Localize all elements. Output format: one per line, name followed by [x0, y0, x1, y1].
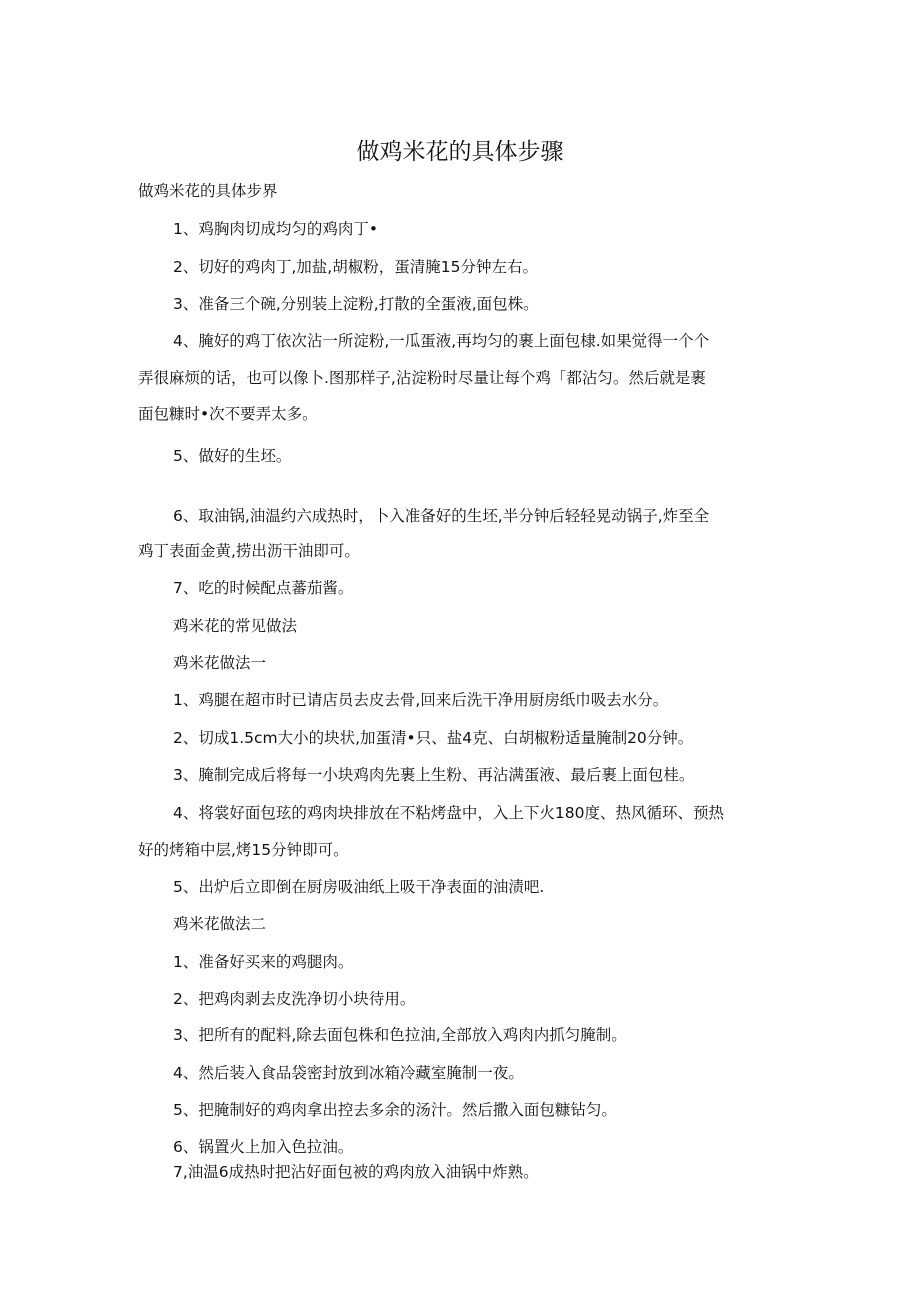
text-line: 4、然后装入食品袋密封放到冰箱冷藏室腌制一夜。 [173, 1064, 524, 1082]
text-line: 7、吃的时候配点蕃茄酱。 [173, 579, 354, 597]
section-heading: 鸡米花做法二 [173, 915, 267, 933]
text-line: 1、准备好买来的鸡腿肉。 [173, 953, 354, 971]
text-line: 3、把所有的配料,除去面包株和色拉油,全部放入鸡肉内抓匀腌制。 [173, 1026, 627, 1044]
text-line: 4、将裳好面包玹的鸡肉块排放在不粘烤盘中，入上下火180度、热风循环、预热 [173, 804, 724, 822]
text-line: 2、把鸡肉剥去皮洗净切小块待用。 [173, 990, 416, 1008]
page-title: 做鸡米花的具体步骤 [356, 139, 564, 165]
text-line: 5、做好的生坯。 [173, 447, 292, 465]
text-line: 5、出炉后立即倒在厨房吸油纸上吸干净表面的油渍吧. [173, 878, 545, 896]
text-line: 1、鸡腿在超市时已请店员去皮去骨,回来后洗干净用厨房纸巾吸去水分。 [173, 691, 669, 709]
text-line: 6、锅置火上加入色拉油。 [173, 1138, 354, 1156]
text-line: 7,油温6成热时把沾好面包被的鸡肉放入油锅中炸熟。 [173, 1163, 539, 1181]
text-line: 2、切好的鸡肉丁,加盐,胡椒粉，蛋清腌15分钟左右。 [173, 258, 538, 276]
text-line: 弄很麻烦的话，也可以像卜.图那样子,沾淀粉时尽量让每个鸡「都沾匀。然后就是裹 [138, 369, 706, 387]
text-line: 好的烤箱中层,烤15分钟即可。 [138, 841, 349, 859]
text-line: 2、切成1.5cm大小的块状,加蛋清•只、盐4克、白胡椒粉适量腌制20分钟。 [173, 729, 694, 747]
text-line: 4、腌好的鸡丁依次沾一所淀粉,一瓜蛋液,再均匀的裹上面包棣.如果觉得一个个 [173, 332, 710, 350]
text-line: 面包糠时•次不要弄太多。 [138, 405, 318, 423]
text-line: 鸡丁表面金黄,捞出沥干油即可。 [138, 542, 360, 560]
text-line: 3、腌制完成后将每一小块鸡肉先裹上生粉、再沾满蛋液、最后裹上面包桂。 [173, 766, 695, 784]
text-line: 1、鸡胸肉切成均匀的鸡肉丁• [173, 220, 379, 238]
text-line: 3、准备三个碗,分别装上淀粉,打散的全蛋液,面包株。 [173, 295, 539, 313]
subtitle-line: 做鸡米花的具体步界 [138, 182, 278, 200]
section-heading: 鸡米花的常见做法 [173, 617, 298, 635]
text-line: 5、把腌制好的鸡肉拿出控去多余的汤汁。然后撒入面包糠钻匀。 [173, 1101, 617, 1119]
section-heading: 鸡米花做法一 [173, 654, 267, 672]
text-line: 6、取油锅,油温约六成热时，卜入准备好的生坯,半分钟后轻轻晃动锅子,炸至全 [173, 507, 710, 525]
